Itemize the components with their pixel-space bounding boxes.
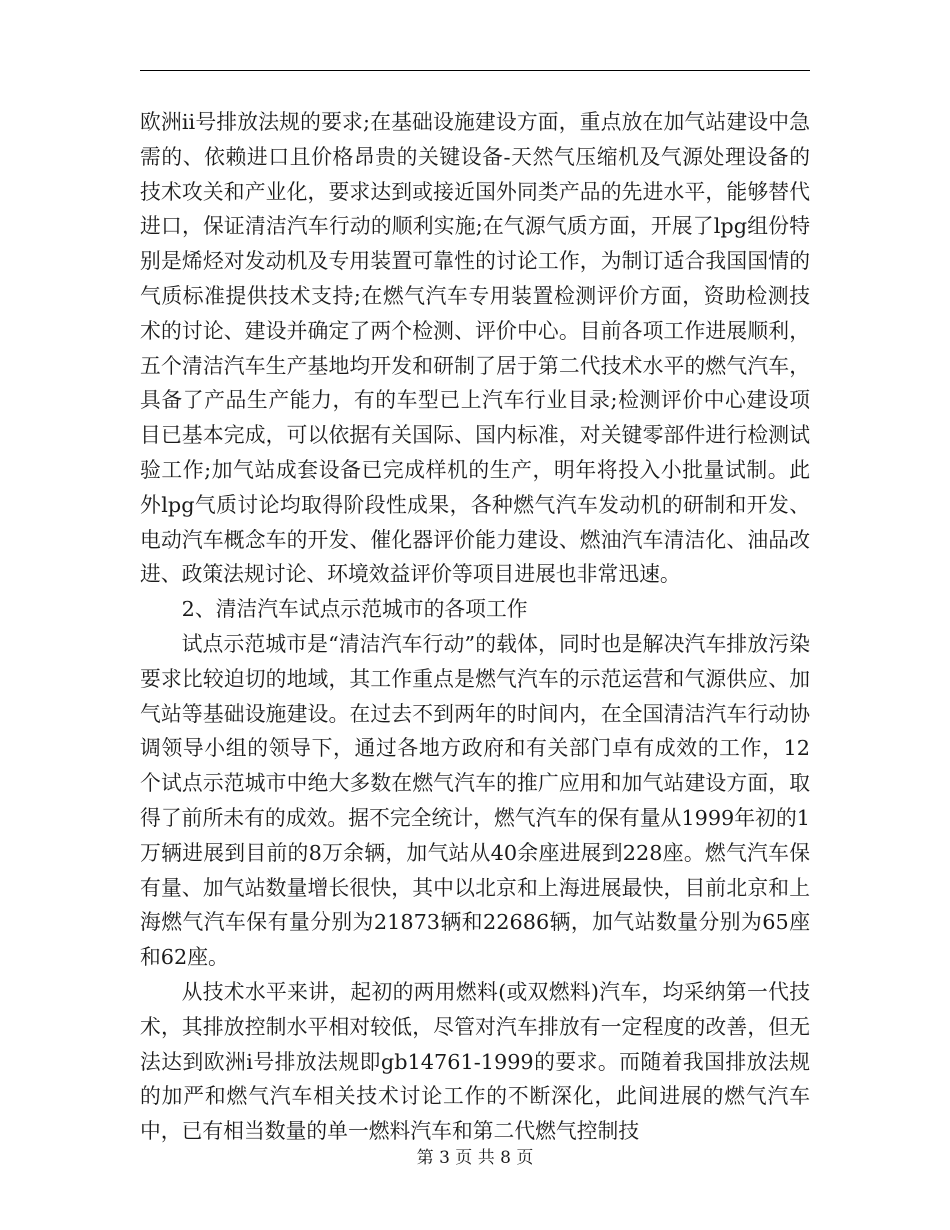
paragraph-3: 从技术水平来讲，起初的两用燃料(或双燃料)汽车，均采纳第一代技术，其排放控制水平相对较低，尽管对汽车排放有一定程度的改善，但无法达到欧洲i号排放法规即gb14761-1999的要求。而随着我国排放法规的加严和燃气汽车相关技术讨论工作的不断深化，此间进展的燃气汽车中，已有相当数量的单一燃料汽车和第二代燃气控制技 [140, 979, 810, 1144]
header-rule [140, 70, 810, 71]
page-number: 第 3 页 共 8 页 [416, 1148, 534, 1168]
section-heading: 2、清洁汽车试点示范城市的各项工作 [181, 597, 528, 622]
paragraph-1: 欧洲ii号排放法规的要求;在基础设施建设方面，重点放在加气站建设中急需的、依赖进口且价格昂贵的关键设备-天然气压缩机及气源处理设备的技术攻关和产业化，要求达到或接近国外同类产品的先进水平，能够替代进口，保证清洁汽车行动的顺利实施;在气源气质方面，开展了lpg组份特别是烯烃对发动机及专用装置可靠性的讨论工作，为制订适合我国国情的气质标准提供技术支持;在燃气汽车专用装置检测评价方面，资助检测技术的讨论、建设并确定了两个检测、评价中心。目前各项工作进展顺利，五个清洁汽车生产基地均开发和研制了居于第二代技术水平的燃气汽车，具备了产品生产能力，有的车型已上汽车行业目录;检测评价中心建设项目已基本完成，可以依据有关国际、国内标准，对关键零部件进行检测试验工作;加气站成套设备已完成样机的生产，明年将投入小批量试制。此外lpg气质讨论均取得阶段性成果，各种燃气汽车发动机的研制和开发、电动汽车概念车的开发、催化器评价能力建设、燃油汽车清洁化、油品改进、政策法规讨论、环境效益评价等项目进展也非常迅速。 [140, 110, 810, 587]
document-body [140, 105, 810, 1149]
paragraph-2: 试点示范城市是“清洁汽车行动”的载体，同时也是解决汽车排放污染要求比较迫切的地域，其工作重点是燃气汽车的示范运营和气源供应、加气站等基础设施建设。在过去不到两年的时间内，在全国清洁汽车行动协调领导小组的领导下，通过各地方政府和有关部门卓有成效的工作，12个试点示范城市中绝大多数在燃气汽车的推广应用和加气站建设方面，取得了前所未有的成效。据不完全统计，燃气汽车的保有量从1999年初的1万辆进展到目前的8万余辆，加气站从40余座进展到228座。燃气汽车保有量、加气站数量增长很快，其中以北京和上海进展最快，目前北京和上海燃气汽车保有量分别为21873辆和22686辆，加气站数量分别为65座和62座。 [140, 631, 810, 970]
